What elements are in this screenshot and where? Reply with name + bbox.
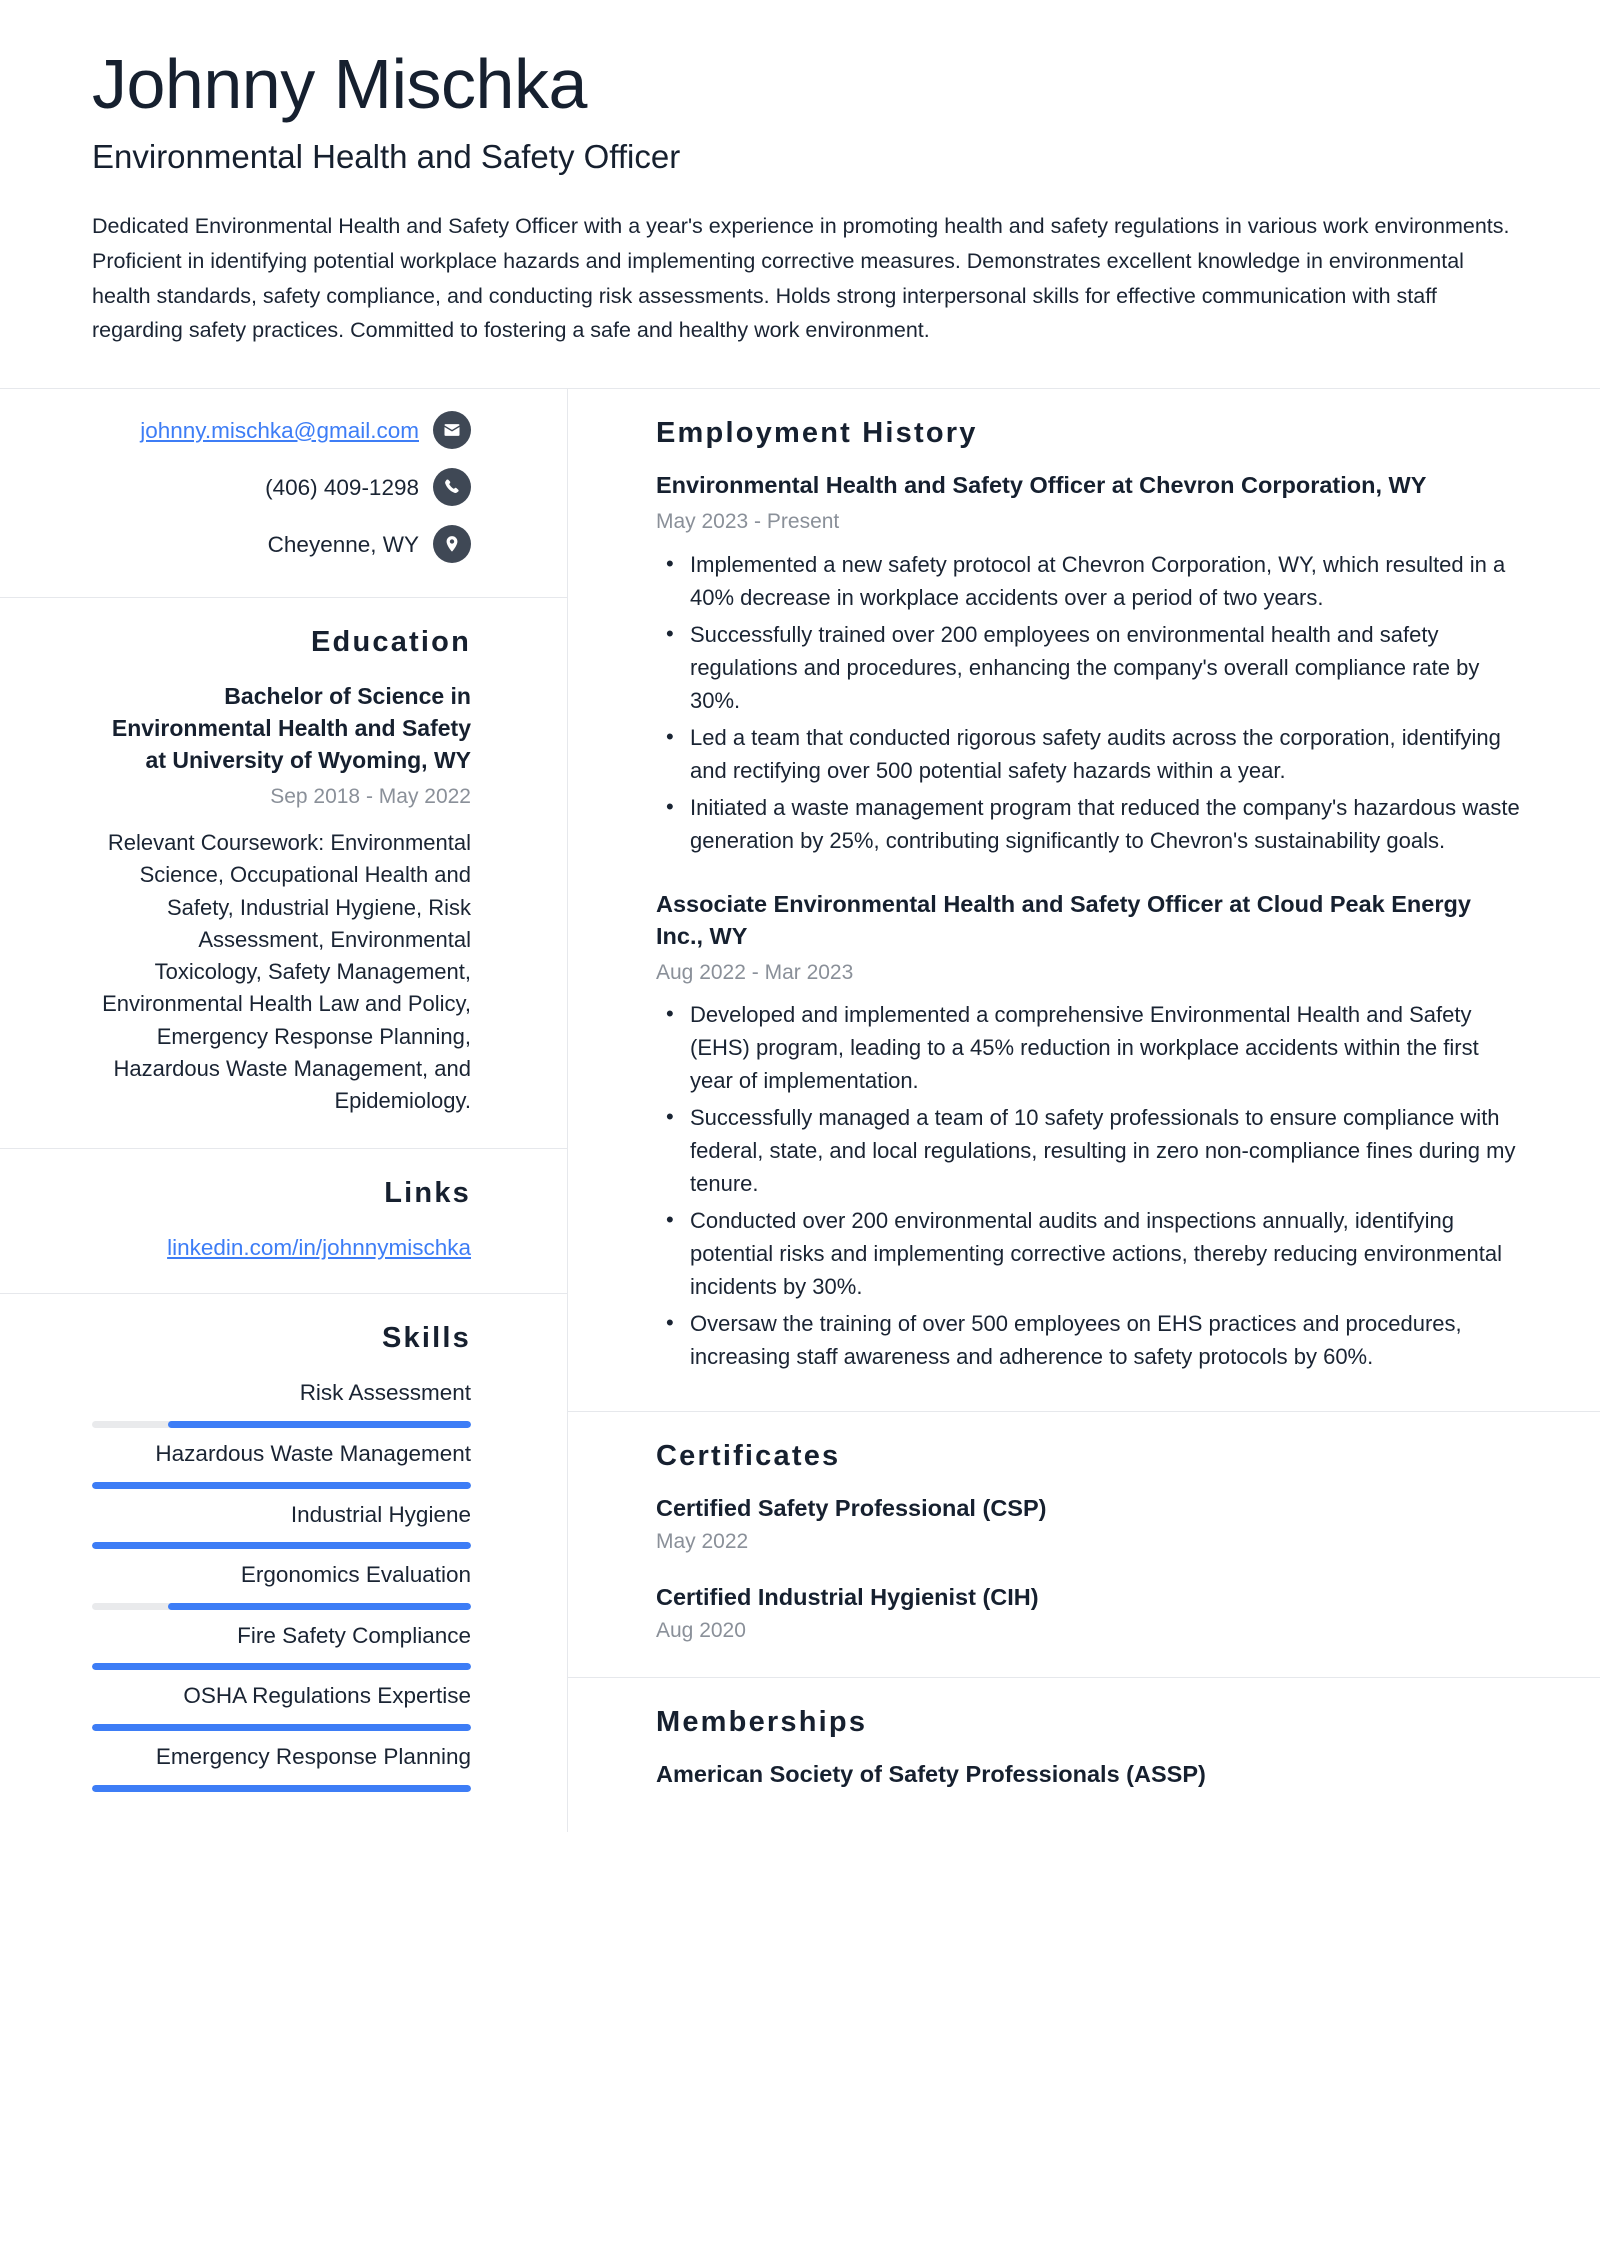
- location-pin-icon: [433, 525, 471, 563]
- links-heading: Links: [384, 1176, 471, 1209]
- bullet-item: • Initiated a waste management program that reduced the company's hazardous waste generation by 25%, contributing significantly to Chevron's sustainability goals.: [656, 791, 1520, 857]
- skills-section: [0, 1294, 567, 1831]
- resume-header: [0, 0, 1600, 388]
- skill-item: [92, 1741, 471, 1792]
- bullet-item: • Led a team that conducted rigorous safety audits across the corporation, identifying and rectifying over 500 potential safety hazards within a year.: [656, 721, 1520, 787]
- phone-icon: [433, 468, 471, 506]
- envelope-icon: [433, 411, 471, 449]
- employment-entry-title: Environmental Health and Safety Officer at Chevron Corporation, WY: [656, 472, 1427, 499]
- memberships-section: [568, 1678, 1600, 1825]
- employment-entry-bullets: [656, 998, 1520, 1373]
- skill-label: OSHA Regulations Expertise: [183, 1683, 471, 1709]
- resume-body: [0, 389, 1600, 1831]
- skill-item: [92, 1680, 471, 1731]
- membership-item: American Society of Safety Professionals (ASSP): [656, 1760, 1206, 1787]
- skill-label: Fire Safety Compliance: [237, 1622, 471, 1648]
- skill-item: [92, 1620, 471, 1671]
- skill-progress-fill: [168, 1603, 471, 1610]
- skill-progress-fill: [92, 1663, 471, 1670]
- candidate-job-title: Environmental Health and Safety Officer: [92, 138, 681, 176]
- employment-entry: [656, 889, 1520, 1373]
- skill-label: Hazardous Waste Management: [155, 1440, 471, 1466]
- bullet-item: • Conducted over 200 environmental audits and inspections annually, identifying potential risks and implementing corrective actions, thereby reducing environmental incidents by 30%.: [656, 1204, 1520, 1303]
- skill-progress-track: [92, 1421, 471, 1428]
- skill-progress-track: [92, 1542, 471, 1549]
- skill-progress-fill: [92, 1785, 471, 1792]
- skill-label: Ergonomics Evaluation: [240, 1562, 471, 1588]
- employment-entry-bullets: [656, 548, 1520, 857]
- certificate-name: Certified Industrial Hygienist (CIH): [656, 1583, 1039, 1610]
- employment-entry-title: Associate Environmental Health and Safety Officer at Cloud Peak Energy Inc., WY: [656, 890, 1471, 949]
- skill-item: [92, 1438, 471, 1489]
- memberships-heading: Memberships: [656, 1705, 868, 1738]
- education-heading: Education: [311, 626, 471, 659]
- bullet-item: • Implemented a new safety protocol at Chevron Corporation, WY, which resulted in a 40% decrease in workplace accidents over a period of two years.: [656, 548, 1520, 614]
- contact-row-email[interactable]: [92, 411, 471, 449]
- link-item-linkedin[interactable]: linkedin.com/in/johnnymischka: [167, 1234, 471, 1260]
- skill-progress-track: [92, 1603, 471, 1610]
- main-column: [568, 389, 1600, 1831]
- employment-entry: [656, 470, 1520, 856]
- phone-number: (406) 409-1298: [265, 474, 419, 500]
- education-section: [0, 598, 567, 1149]
- candidate-name: Johnny Mischka: [92, 45, 587, 123]
- certificate-date: Aug 2020: [656, 1618, 746, 1642]
- employment-entry-date: Aug 2022 - Mar 2023: [656, 960, 854, 984]
- education-degree: Bachelor of Science in Environmental Health and Safety at University of Wyoming, WY: [111, 683, 471, 773]
- skill-item: [92, 1377, 471, 1428]
- employment-history-section: [568, 389, 1600, 1412]
- bullet-item: • Developed and implemented a comprehensive Environmental Health and Safety (EHS) program, leading to a 45% reduction in workplace accidents within the first year of implementation.: [656, 998, 1520, 1097]
- certificates-heading: Certificates: [656, 1439, 841, 1472]
- bullet-item: • Oversaw the training of over 500 employees on EHS practices and procedures, increasing staff awareness and adherence to safety protocols by 60%.: [656, 1307, 1520, 1373]
- skill-progress-track: [92, 1663, 471, 1670]
- bullet-item: • Successfully managed a team of 10 safety professionals to ensure compliance with federal, state, and local regulations, resulting in zero non-compliance fines during my tenure.: [656, 1101, 1520, 1200]
- skill-progress-track: [92, 1482, 471, 1489]
- employment-heading: Employment History: [656, 417, 978, 450]
- sidebar-column: [0, 389, 568, 1831]
- links-section: [0, 1149, 567, 1295]
- employment-entry-date: May 2023 - Present: [656, 510, 840, 534]
- skill-item: [92, 1499, 471, 1550]
- skill-progress-fill: [92, 1482, 471, 1489]
- contact-details-section: [0, 389, 567, 598]
- skill-label: Emergency Response Planning: [155, 1744, 471, 1770]
- education-description: Relevant Coursework: Environmental Science, Occupational Health and Safety, Industrial Hygiene, Risk Assessment, Environmental Toxicology, Safety Management, Environmental Health Law and Policy, Emergency Response Planning, Hazardous Waste Management, and Epidemiology.: [102, 829, 471, 1114]
- bullet-item: • Successfully trained over 200 employees on environmental health and safety regulations and procedures, enhancing the company's overall compliance rate by 30%.: [656, 618, 1520, 717]
- location-text: Cheyenne, WY: [267, 531, 419, 557]
- skills-heading: Skills: [382, 1322, 471, 1355]
- skill-progress-track: [92, 1724, 471, 1731]
- certificates-section: [568, 1412, 1600, 1678]
- skill-label: Industrial Hygiene: [290, 1501, 471, 1527]
- skill-progress-fill: [92, 1542, 471, 1549]
- contact-row-location: [92, 525, 471, 563]
- skill-item: [92, 1559, 471, 1610]
- skill-progress-fill: [92, 1724, 471, 1731]
- contact-row-phone[interactable]: [92, 468, 471, 506]
- skill-progress-track: [92, 1785, 471, 1792]
- skill-label: Risk Assessment: [299, 1380, 471, 1406]
- skill-progress-fill: [168, 1421, 471, 1428]
- certificate-name: Certified Safety Professional (CSP): [656, 1494, 1047, 1521]
- certificate-item: [656, 1582, 1520, 1643]
- certificate-item: [656, 1493, 1520, 1554]
- certificate-date: May 2022: [656, 1529, 749, 1553]
- education-date: Sep 2018 - May 2022: [270, 784, 471, 808]
- professional-summary: Dedicated Environmental Health and Safety Officer with a year's experience in promoting health and safety regulations in various work environments. Proficient in identifying potential workplace hazards and implementing corrective measures. Demonstrates excellent knowledge in environmental health standards, safety compliance, and conducting risk assessments. Holds strong interpersonal skills for effective communication with staff regarding safety practices. Committed to fostering a safe and healthy work environment.: [92, 213, 1510, 343]
- email-link[interactable]: johnny.mischka@gmail.com: [140, 417, 419, 443]
